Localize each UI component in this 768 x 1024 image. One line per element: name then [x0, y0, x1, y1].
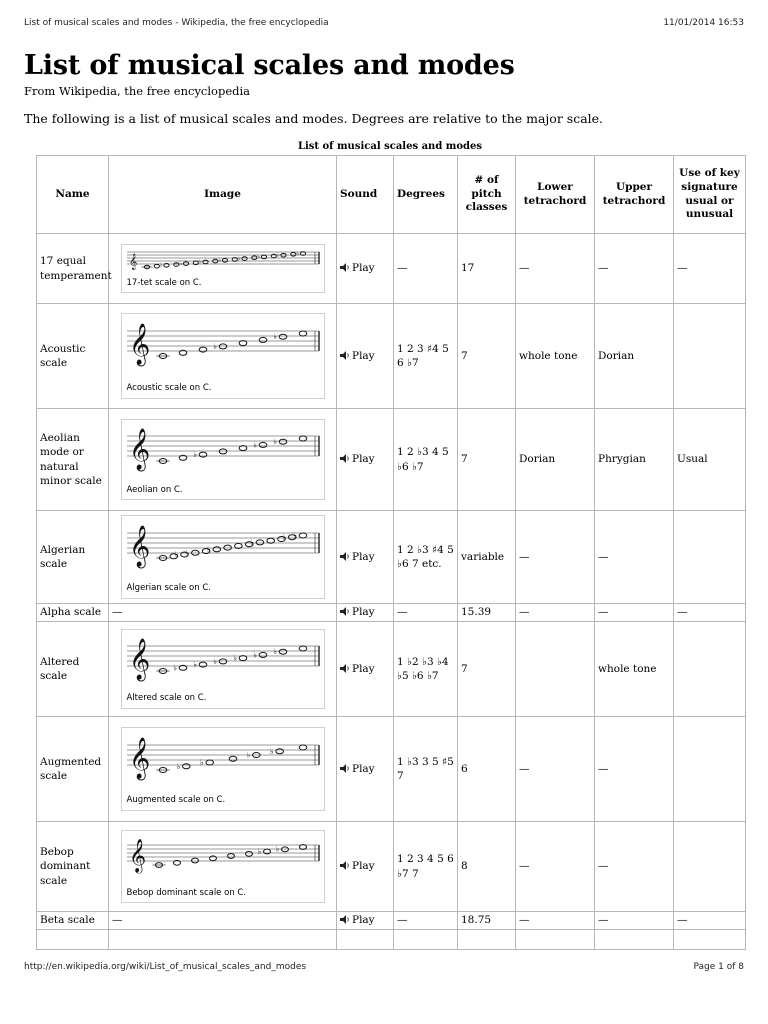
svg-text:♭: ♭	[159, 261, 163, 269]
col-header-key-signature: Use of key signature usual or unusual	[674, 156, 746, 234]
play-label: Play	[352, 550, 375, 563]
sound-cell	[337, 822, 394, 912]
scale-image-caption: Augmented scale on C.	[126, 795, 226, 806]
col-header-sound: Sound	[337, 156, 394, 234]
svg-text:♭: ♭	[252, 650, 257, 660]
col-header-upper-tetrachord: Upper tetrachord	[595, 156, 674, 234]
svg-text:♭: ♭	[206, 545, 211, 555]
scale-name: Augmented scale	[37, 717, 109, 822]
staff-notation	[125, 633, 321, 691]
scale-degrees: 1 2 ♭3 ♯4 5 ♭6 7 etc.	[394, 511, 458, 604]
print-header-date: 11/01/2014 16:53	[663, 18, 744, 28]
scale-key-signature	[674, 304, 746, 409]
play-label: Play	[352, 606, 375, 619]
print-header-title: List of musical scales and modes - Wikipedia, the free encyclopedia	[24, 18, 329, 28]
scale-degrees: 1 2 ♭3 4 5 ♭6 ♭7	[394, 409, 458, 511]
scale-image-cell: —	[109, 604, 337, 622]
scale-pitch-classes: variable	[458, 511, 516, 604]
play-link[interactable]	[340, 914, 375, 926]
scale-upper-tetrachord: Phrygian	[595, 409, 674, 511]
sound-cell	[337, 409, 394, 511]
scale-pitch-classes: 8	[458, 822, 516, 912]
scale-image-frame	[121, 419, 325, 500]
scale-image-cell: —	[109, 912, 337, 930]
svg-text:𝄞: 𝄞	[128, 639, 150, 681]
scale-pitch-classes: 7	[458, 304, 516, 409]
scale-image-cell	[109, 622, 337, 717]
table-cell	[458, 930, 516, 950]
page-title: List of musical scales and modes	[24, 50, 515, 81]
svg-text:♭: ♭	[249, 538, 254, 548]
col-header-pitch-classes: # of pitch classes	[458, 156, 516, 234]
table-row-continued	[37, 930, 746, 950]
scale-name: Beta scale	[37, 912, 109, 930]
play-link[interactable]	[340, 763, 375, 775]
play-link[interactable]	[340, 262, 375, 274]
svg-text:♭: ♭	[198, 258, 202, 266]
scale-image-frame	[121, 727, 325, 810]
play-label: Play	[352, 262, 375, 275]
svg-text:♭: ♭	[276, 251, 280, 259]
scale-key-signature: —	[674, 234, 746, 304]
scale-image-cell	[109, 717, 337, 822]
svg-text:♭: ♭	[199, 758, 204, 768]
scale-pitch-classes: 17	[458, 234, 516, 304]
sound-cell	[337, 604, 394, 622]
svg-text:♭: ♭	[272, 647, 277, 657]
scale-image-cell	[109, 822, 337, 912]
sound-cell	[337, 304, 394, 409]
scale-upper-tetrachord: Dorian	[595, 304, 674, 409]
svg-text:♭: ♭	[256, 253, 260, 261]
scale-image-cell	[109, 409, 337, 511]
col-header-name: Name	[37, 156, 109, 234]
scale-lower-tetrachord: —	[516, 912, 595, 930]
speaker-icon	[340, 263, 350, 272]
staff-notation	[125, 731, 321, 793]
table-cell	[516, 930, 595, 950]
scale-key-signature	[674, 717, 746, 822]
scale-degrees: 1 ♭2 ♭3 ♭4 ♭5 ♭6 ♭7	[394, 622, 458, 717]
play-label: Play	[352, 860, 375, 873]
speaker-icon	[340, 915, 350, 924]
table-row	[37, 304, 746, 409]
table-cell	[674, 930, 746, 950]
scale-lower-tetrachord: —	[516, 511, 595, 604]
table-row	[37, 511, 746, 604]
play-link[interactable]	[340, 453, 375, 465]
svg-text:♭: ♭	[292, 531, 297, 541]
page-subtitle: From Wikipedia, the free encyclopedia	[24, 84, 251, 98]
speaker-icon	[340, 607, 350, 616]
col-header-degrees: Degrees	[394, 156, 458, 234]
scale-degrees: 1 2 3 ♯4 5 6 ♭7	[394, 304, 458, 409]
scale-pitch-classes: 7	[458, 409, 516, 511]
svg-text:♭: ♭	[275, 844, 279, 854]
scale-key-signature: —	[674, 912, 746, 930]
table-row	[37, 622, 746, 717]
scale-lower-tetrachord: —	[516, 822, 595, 912]
svg-text:♭: ♭	[212, 342, 217, 352]
scale-upper-tetrachord: —	[595, 717, 674, 822]
scale-key-signature	[674, 511, 746, 604]
play-link[interactable]	[340, 350, 375, 362]
col-header-lower-tetrachord: Lower tetrachord	[516, 156, 595, 234]
scale-pitch-classes: 18.75	[458, 912, 516, 930]
table-row	[37, 822, 746, 912]
scale-degrees: 1 ♭3 3 5 ♯5 7	[394, 717, 458, 822]
scale-name: Bebop dominant scale	[37, 822, 109, 912]
print-footer-page: Page 1 of 8	[693, 962, 744, 972]
svg-text:♭: ♭	[178, 260, 182, 268]
scale-degrees: 1 2 3 4 5 6 ♭7 7	[394, 822, 458, 912]
table-cell	[394, 930, 458, 950]
speaker-icon	[340, 351, 350, 360]
scale-name: Alpha scale	[37, 604, 109, 622]
scale-image-frame	[121, 313, 325, 398]
staff-notation	[125, 248, 321, 276]
scale-key-signature	[674, 622, 746, 717]
table-cell	[337, 930, 394, 950]
svg-text:♭: ♭	[217, 256, 221, 264]
sound-cell	[337, 234, 394, 304]
scale-name: Algerian scale	[37, 511, 109, 604]
svg-text:♭: ♭	[252, 440, 257, 450]
scale-lower-tetrachord: —	[516, 717, 595, 822]
play-link[interactable]	[340, 663, 375, 675]
staff-notation	[125, 519, 321, 581]
table-row	[37, 717, 746, 822]
scale-upper-tetrachord: —	[595, 234, 674, 304]
scale-name: Aeolian mode or natural minor scale	[37, 409, 109, 511]
speaker-icon	[340, 764, 350, 773]
scale-image-caption: 17-tet scale on C.	[126, 277, 202, 288]
scale-pitch-classes: 15.39	[458, 604, 516, 622]
speaker-icon	[340, 664, 350, 673]
scale-upper-tetrachord: whole tone	[595, 622, 674, 717]
print-footer-url: http://en.wikipedia.org/wiki/List_of_musical_scales_and_modes	[24, 962, 307, 972]
table-row	[37, 604, 746, 622]
table-cell	[595, 930, 674, 950]
scale-key-signature: Usual	[674, 409, 746, 511]
sound-cell	[337, 511, 394, 604]
scale-lower-tetrachord	[516, 622, 595, 717]
svg-text:♭: ♭	[212, 657, 217, 667]
col-header-image: Image	[109, 156, 337, 234]
scale-degrees: —	[394, 912, 458, 930]
sound-cell	[337, 912, 394, 930]
svg-text:♭: ♭	[269, 747, 274, 757]
scale-image-frame	[121, 515, 325, 598]
svg-text:♭: ♭	[192, 449, 197, 459]
sound-cell	[337, 622, 394, 717]
svg-text:♭: ♭	[185, 548, 189, 558]
svg-text:𝄞: 𝄞	[128, 253, 137, 270]
scale-upper-tetrachord: —	[595, 511, 674, 604]
svg-text:♭: ♭	[172, 663, 177, 673]
scale-pitch-classes: 6	[458, 717, 516, 822]
scale-degrees: —	[394, 604, 458, 622]
svg-text:♭: ♭	[257, 846, 261, 856]
svg-text:♭: ♭	[246, 750, 250, 760]
speaker-icon	[340, 454, 350, 463]
scale-lower-tetrachord: —	[516, 234, 595, 304]
staff-notation	[125, 317, 321, 381]
speaker-icon	[340, 552, 350, 561]
svg-text:♭: ♭	[295, 250, 299, 258]
table-caption: List of musical scales and modes	[297, 141, 483, 152]
scale-key-signature	[674, 822, 746, 912]
scale-image-caption: Acoustic scale on C.	[126, 383, 212, 394]
speaker-icon	[340, 861, 350, 870]
scale-name: 17 equal temperament	[37, 234, 109, 304]
svg-text:𝄞: 𝄞	[128, 324, 150, 366]
scale-key-signature: —	[674, 604, 746, 622]
play-label: Play	[352, 914, 375, 927]
staff-notation	[125, 834, 321, 886]
table-row	[37, 234, 746, 304]
svg-text:♭: ♭	[237, 255, 241, 263]
scale-lower-tetrachord: whole tone	[516, 304, 595, 409]
scale-image-cell	[109, 511, 337, 604]
scale-upper-tetrachord: —	[595, 822, 674, 912]
sound-cell	[337, 717, 394, 822]
scale-image-cell	[109, 234, 337, 304]
scale-image-caption: Altered scale on C.	[126, 693, 207, 704]
scale-image-caption: Aeolian on C.	[126, 484, 183, 495]
scales-table	[36, 155, 746, 950]
svg-text:𝄞: 𝄞	[128, 837, 146, 872]
svg-text:♭: ♭	[192, 660, 197, 670]
scale-image-frame	[121, 244, 325, 293]
svg-text:♭: ♭	[176, 762, 180, 772]
scale-image-caption: Bebop dominant scale on C.	[126, 887, 247, 898]
svg-text:𝄞: 𝄞	[128, 738, 150, 780]
scale-image-frame	[121, 830, 325, 903]
play-link[interactable]	[340, 860, 375, 872]
svg-text:♭: ♭	[232, 653, 237, 663]
table-row	[37, 409, 746, 511]
svg-text:♭: ♭	[282, 532, 286, 542]
svg-text:𝄞: 𝄞	[128, 428, 150, 470]
staff-notation	[125, 423, 321, 483]
intro-paragraph: The following is a list of musical scales and modes. Degrees are relative to the major scale.	[24, 111, 604, 126]
play-label: Play	[352, 453, 375, 466]
scale-image-frame	[121, 629, 325, 708]
scale-image-caption: Algerian scale on C.	[126, 583, 211, 594]
scale-image-cell	[109, 304, 337, 409]
scale-lower-tetrachord: —	[516, 604, 595, 622]
svg-text:♭: ♭	[272, 332, 277, 342]
table-header-row	[37, 156, 746, 234]
play-link[interactable]	[340, 551, 375, 563]
scale-upper-tetrachord: —	[595, 604, 674, 622]
svg-text:♭: ♭	[174, 550, 179, 560]
table-cell	[109, 930, 337, 950]
scale-degrees: —	[394, 234, 458, 304]
scale-upper-tetrachord: —	[595, 912, 674, 930]
scale-name: Altered scale	[37, 622, 109, 717]
play-label: Play	[352, 762, 375, 775]
play-label: Play	[352, 662, 375, 675]
svg-text:♭: ♭	[272, 436, 277, 446]
scale-pitch-classes: 7	[458, 622, 516, 717]
play-label: Play	[352, 349, 375, 362]
table-row	[37, 912, 746, 930]
scale-lower-tetrachord: Dorian	[516, 409, 595, 511]
table-cell	[37, 930, 109, 950]
play-link[interactable]	[340, 606, 375, 618]
scale-name: Acoustic scale	[37, 304, 109, 409]
svg-text:𝄞: 𝄞	[128, 526, 150, 568]
